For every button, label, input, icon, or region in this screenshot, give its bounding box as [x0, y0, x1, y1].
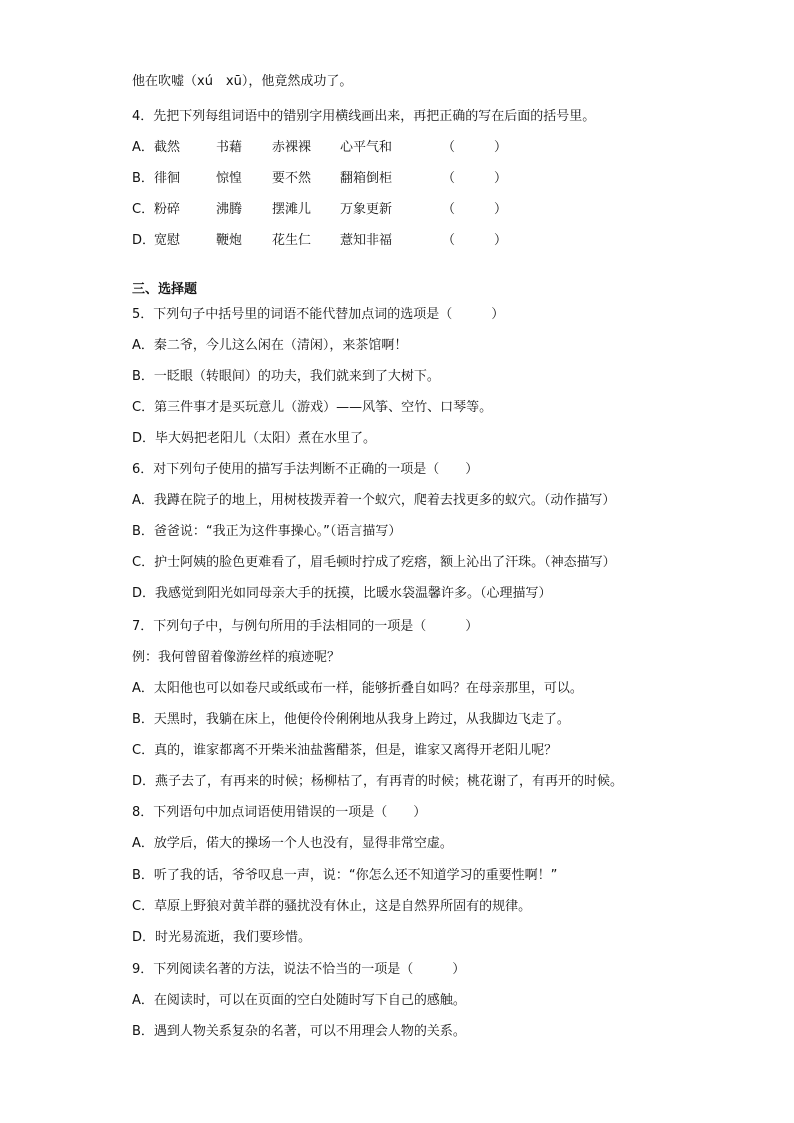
q4-row-d-word-4: 薏知非福	[340, 233, 393, 248]
q4-row-a-word-2: 书藉	[216, 140, 243, 155]
q4-row-d-bracket: （ ）	[442, 233, 508, 248]
question-6-option-d: D．我感觉到阳光如同母亲大手的抚摸，比暖水袋温馨许多。（心理描写）	[132, 586, 552, 601]
q4-row-b-word-2: 惊惶	[216, 171, 243, 186]
q4-row-d-word-2: 鞭炮	[216, 233, 243, 248]
question-6-option-a: A．我蹲在院子的地上，用树枝拨弄着一个蚁穴，爬着去找更多的蚁穴。（动作描写）	[132, 493, 616, 508]
section-heading-choice: 三、选择题	[132, 282, 198, 297]
text-line-pronunciation: 他在吹嘘（xú xū），他竟然成功了。	[132, 74, 353, 89]
q4-row-b-option: B．	[132, 171, 154, 186]
question-9-stem: 9．下列阅读名著的方法，说法不恰当的一项是（ ）	[132, 962, 466, 977]
question-6-option-b: B．爸爸说：“我正为这件事操心。”（语言描写）	[132, 524, 402, 539]
question-5-stem: 5．下列句子中括号里的词语不能代替加点词的选项是（ ）	[132, 307, 505, 322]
question-5-option-b: B．一眨眼（转眼间）的功夫，我们就来到了大树下。	[132, 369, 440, 384]
question-7-option-b: B．天黑时，我躺在床上，他便伶伶俐俐地从我身上跨过，从我脚边飞走了。	[132, 712, 570, 727]
question-7-option-d: D．燕子去了，有再来的时候；杨柳枯了，有再青的时候；桃花谢了，有再开的时候。	[132, 774, 624, 789]
q4-row-c-word-2: 沸腾	[216, 202, 243, 217]
question-7-option-a: A．太阳他也可以如卷尺或纸或布一样，能够折叠自如吗？在母亲那里，可以。	[132, 681, 583, 696]
question-7-stem: 7．下列句子中，与例句所用的手法相同的一项是（ ）	[132, 619, 479, 634]
q4-row-a-word-4: 心平气和	[340, 140, 393, 155]
q4-row-c-word-3: 摆滩儿	[272, 202, 312, 217]
q4-row-b-bracket: （ ）	[442, 171, 508, 186]
q4-row-a-word-3: 赤裸裸	[272, 140, 312, 155]
question-9-option-b: B．遇到人物关系复杂的名著，可以不用理会人物的关系。	[132, 1024, 466, 1039]
q4-row-b-word-4: 翻箱倒柜	[340, 171, 393, 186]
question-4-stem: 4．先把下列每组词语中的错别字用横线画出来，再把正确的写在后面的括号里。	[132, 109, 596, 124]
q4-row-a-option: A．	[132, 140, 154, 155]
question-8-option-c: C．草原上野狼对黄羊群的骚扰没有休止，这是自然界所固有的规律。	[132, 899, 532, 914]
question-7-example: 例：我何曾留着像游丝样的痕迹呢？	[132, 650, 341, 665]
question-8-option-d: D．时光易流逝，我们要珍惜。	[132, 930, 312, 945]
q4-row-d-option: D．	[132, 233, 156, 248]
q4-row-a-word-1: 截然	[154, 140, 181, 155]
q4-row-b-word-1: 徘徊	[154, 171, 181, 186]
question-6-option-c: C．护士阿姨的脸色更难看了，眉毛顿时拧成了疙瘩，额上沁出了汗珠。（神态描写）	[132, 555, 616, 570]
question-5-option-d: D．毕大妈把老阳儿（太阳）煮在水里了。	[132, 431, 377, 446]
question-8-option-a: A．放学后，偌大的操场一个人也没有，显得非常空虚。	[132, 836, 453, 851]
question-6-stem: 6．对下列句子使用的描写手法判断不正确的一项是（ ）	[132, 462, 479, 477]
q4-row-d-word-3: 花生仁	[272, 233, 312, 248]
q4-row-b-word-3: 要不然	[272, 171, 312, 186]
q4-row-c-word-1: 粉碎	[154, 202, 181, 217]
question-9-option-a: A．在阅读时，可以在页面的空白处随时写下自己的感触。	[132, 993, 466, 1008]
question-8-stem: 8．下列语句中加点词语使用错误的一项是（ ）	[132, 805, 427, 820]
question-5-option-c: C．第三件事才是买玩意儿（游戏）——风筝、空竹、口琴等。	[132, 400, 493, 415]
q4-row-c-option: C．	[132, 202, 155, 217]
question-5-option-a: A．秦二爷，今儿这么闲在（清闲），来茶馆啊！	[132, 338, 408, 353]
q4-row-a-bracket: （ ）	[442, 140, 508, 155]
q4-row-c-word-4: 万象更新	[340, 202, 393, 217]
q4-row-c-bracket: （ ）	[442, 202, 508, 217]
q4-row-d-word-1: 宽慰	[154, 233, 181, 248]
question-8-option-b: B．听了我的话，爷爷叹息一声，说：“你怎么还不知道学习的重要性啊！”	[132, 868, 558, 883]
question-7-option-c: C．真的，谁家都离不开柴米油盐酱醋茶，但是，谁家又离得开老阳儿呢？	[132, 743, 558, 758]
